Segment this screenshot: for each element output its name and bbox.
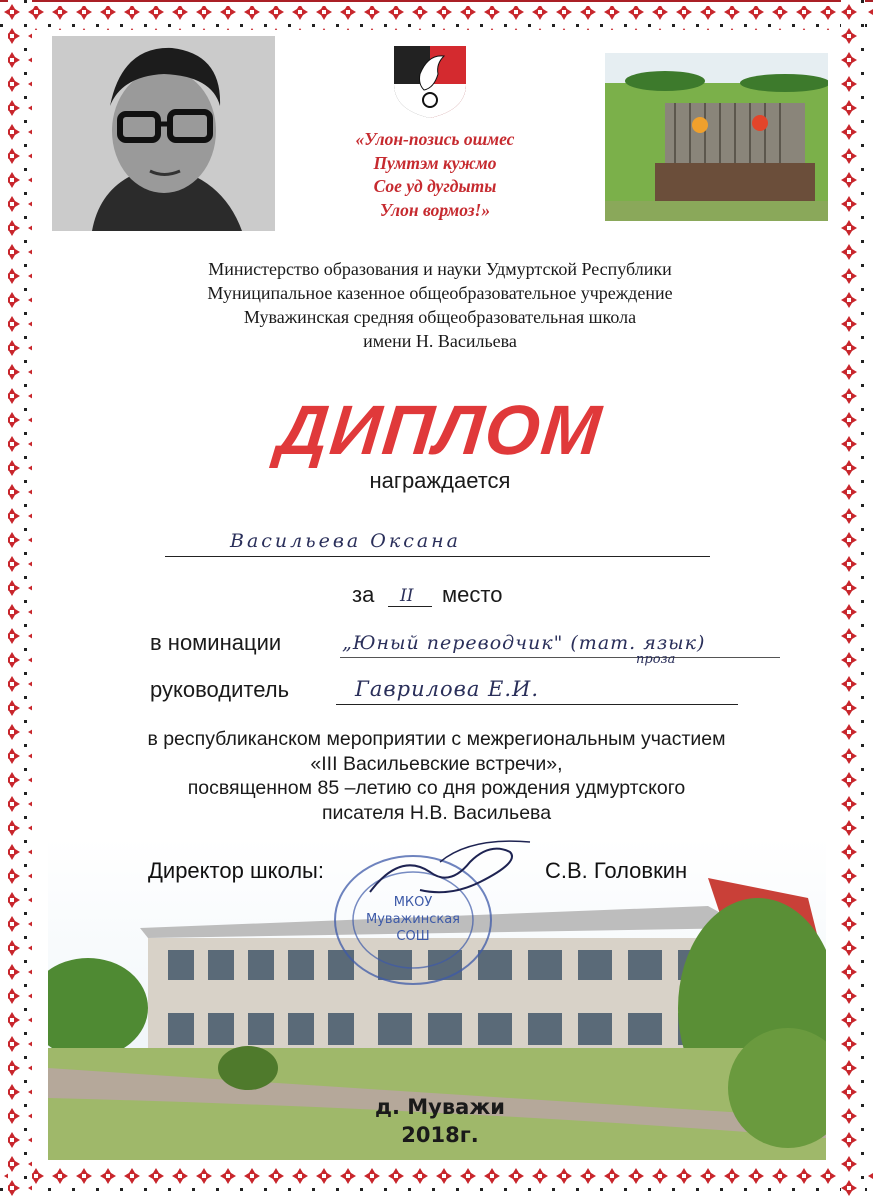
nomination-label: в номинации xyxy=(150,630,282,655)
nomination-value: „Юный переводчик" (тат. язык) xyxy=(342,632,706,654)
poem-line: «Улон-позись ошмес xyxy=(355,129,515,149)
footer-year: 2018г. xyxy=(401,1123,479,1147)
leader-value: Гаврилова Е.И. xyxy=(355,677,540,701)
org-line: имени Н. Васильева xyxy=(363,331,517,351)
place-value: II xyxy=(400,586,414,606)
leader-label: руководитель xyxy=(150,677,290,702)
nomination-extra: проза xyxy=(636,652,676,667)
portrait-photo xyxy=(52,36,275,231)
organization-header xyxy=(80,257,800,353)
event-description xyxy=(40,727,833,825)
poem xyxy=(300,128,570,222)
org-line: Муниципальное казенное общеобразовательное учреждение xyxy=(207,283,673,303)
footer-location xyxy=(340,1093,540,1149)
poem-line: Улон вормоз!» xyxy=(379,199,491,220)
recipient-line xyxy=(165,556,710,557)
poem-line: Сое уд дугдыты xyxy=(373,176,497,196)
ornament-border-right xyxy=(837,0,873,1200)
event-line: посвященном 85 –летию со дня рождения удмуртского xyxy=(187,777,686,799)
event-line: в республиканском мероприятии с межрегиональным участием xyxy=(147,728,726,750)
place-line xyxy=(388,606,432,607)
leader-line xyxy=(336,704,738,705)
place-suffix: место xyxy=(442,582,503,607)
poem-line: Пумтэм кужмо xyxy=(373,152,497,173)
ornament-border-bottom xyxy=(0,1164,873,1198)
diploma-title: ДИПЛОМ xyxy=(273,391,607,469)
ornament-border-left xyxy=(0,0,36,1200)
ornament-border-top xyxy=(0,0,873,34)
awarded-label: награждается xyxy=(369,468,511,493)
nomination-line xyxy=(340,657,780,658)
director-name: С.В. Головкин xyxy=(545,858,688,883)
director-signature xyxy=(360,832,540,912)
village-memorial-photo xyxy=(605,53,828,221)
org-line: Муважинская средняя общеобразовательная школа xyxy=(243,307,637,327)
stamp-line: СОШ xyxy=(396,929,430,944)
udmurt-emblem xyxy=(390,44,470,120)
director-label: Директор школы: xyxy=(148,858,324,883)
place-prefix: за xyxy=(352,582,375,607)
event-line: писателя Н.В. Васильева xyxy=(321,801,552,824)
stamp-line: Муважинская xyxy=(366,912,460,927)
recipient-name: Васильева Оксана xyxy=(230,530,462,552)
event-line: «III Васильевские встречи», xyxy=(310,752,563,775)
stamp-line: МКОУ xyxy=(393,895,433,910)
org-line: Министерство образования и науки Удмуртской Республики xyxy=(208,259,672,279)
footer-village: д. Муважи xyxy=(375,1095,505,1119)
